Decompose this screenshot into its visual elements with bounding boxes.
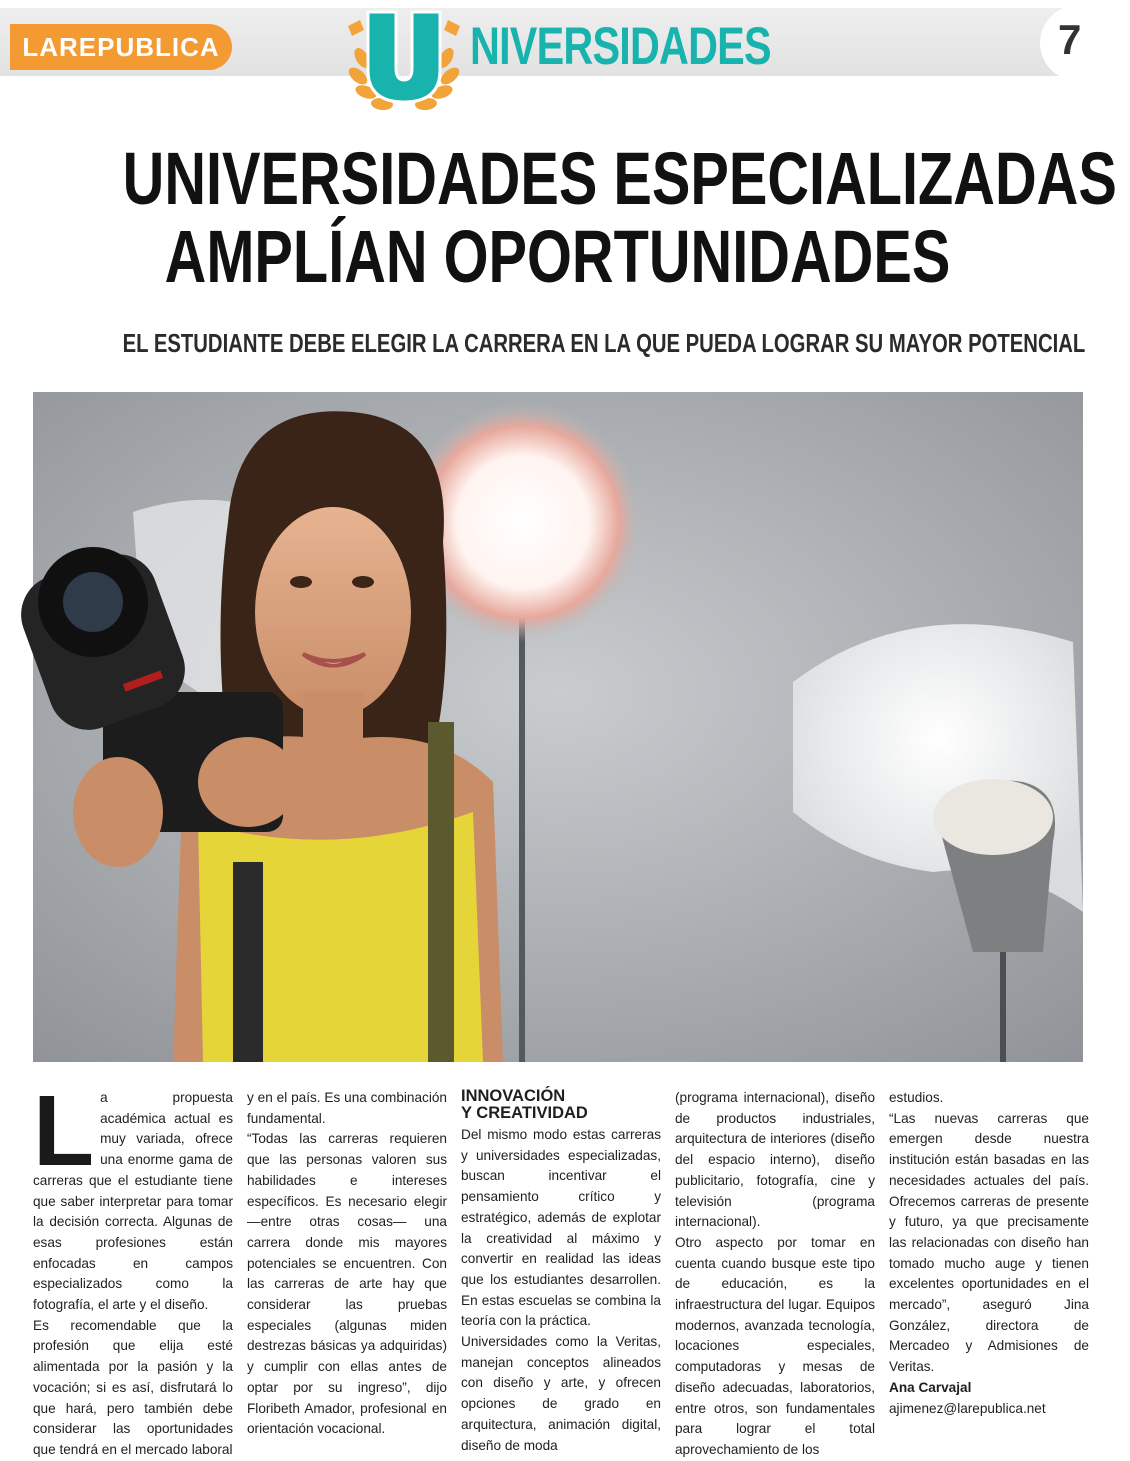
headline-line-2: AMPLÍAN OPORTUNIDADES [164, 215, 951, 298]
author-email[interactable]: ajimenez@larepublica.net [889, 1400, 1046, 1416]
section-heading [461, 1088, 661, 1122]
dropcap: L [33, 1075, 95, 1187]
subheadline: EL ESTUDIANTE DEBE ELEGIR LA CARRERA EN LA QUE PUEDA LOGRAR SU MAYOR POTENCIAL [122, 328, 1086, 358]
paragraph: (programa internacional), diseño de productos industriales, arquitectura de interiores (diseño del espacio interno), diseño publicitario, fotografía, cine y televisión (programa internacional). [675, 1090, 875, 1230]
article-column-4 [675, 1088, 875, 1457]
article-column-3 [461, 1087, 661, 1453]
article-column-2 [247, 1088, 447, 1440]
paragraph: Es recomendable que la profesión que elija esté alimentada por la pasión y la vocación; si es así, disfrutará lo que hará, pero también debe considerar las oportunidades que tendrá en el mercado laboral [33, 1317, 233, 1457]
paragraph: a propuesta académica actual es muy variada, ofrece una enorme gama de carreras que el estudiante tiene que saber interpretar para tomar la decisión correcta. Algunas de esas profesiones están enfocadas en campos especializados como la fotografía, el arte y el diseño. [33, 1090, 233, 1313]
page-number-tab [1040, 5, 1130, 81]
paragraph: Del mismo modo estas carreras y universidades especializadas, buscan incentivar el pensamiento crítico y estratégico, además de explotar la creatividad al máximo y convertir en realidad las ideas que los estudiantes desarrollen. En estas escuelas se combina la teoría con la práctica. [461, 1127, 661, 1329]
photographer-photo [33, 392, 1083, 1062]
page-number: 7 [1058, 16, 1082, 63]
university-emblem-icon [340, 6, 468, 118]
paragraph: Otro aspecto por tomar en cuenta cuando busque este tipo de educación, es la infraestructura del lugar. Equipos modernos, avanzada tecnología, locaciones especiales, computadoras y mesas de diseño adecuadas, laboratorios, entre otros, son fundamentales para lograr el total aprovechamiento de los [675, 1234, 875, 1457]
article-body [33, 1075, 1089, 1457]
paragraph: Universidades como la Veritas, manejan conceptos alineados con diseño y arte, y ofrecen opciones de grado en arquitectura, animación digital, diseño de moda [461, 1334, 661, 1453]
brand-name: LAREPUBLICA [22, 31, 220, 62]
paragraph: “Las nuevas carreras que emergen desde nuestra institución están basadas en las necesidades actuales del país. Ofrecemos carreras de presente y futuro, ya que precisamente las relacionadas con diseño han tomado mucho auge y tienen excelentes oportunidades en el mercado”, aseguró Jina González, directora de Mercadeo y Admisiones de Veritas. [889, 1110, 1089, 1375]
section-title [470, 16, 771, 77]
section-heading-line-1: INNOVACIÓN [461, 1087, 566, 1105]
section-heading-line-2: Y CREATIVIDAD [461, 1104, 588, 1122]
paragraph: y en el país. Es una combinación fundamental. [247, 1090, 447, 1126]
author-name: Ana Carvajal [889, 1379, 972, 1395]
brand-logo[interactable] [10, 24, 232, 70]
paragraph: “Todas las carreras requieren que las personas valoren sus habilidades e intereses específicos. Es necesario elegir —entre otras cosas— una carrera donde mis mayores potenciales se encuentren. Con las carreras de arte hay que considerar las pruebas especiales (algunas miden destrezas básicas ya adquiridas) y cumplir con ellas antes de optar por su ingreso”, dijo Floribeth Amador, profesional en orientación vocacional. [247, 1131, 447, 1437]
paragraph: estudios. [889, 1090, 944, 1105]
headline-line-1: UNIVERSIDADES ESPECIALIZADAS [122, 137, 1117, 220]
headline [122, 137, 1117, 298]
section-title-rest: NIVERSIDADES [470, 17, 771, 76]
article-column-1 [33, 1075, 233, 1457]
article-column-5 [889, 1088, 1089, 1440]
